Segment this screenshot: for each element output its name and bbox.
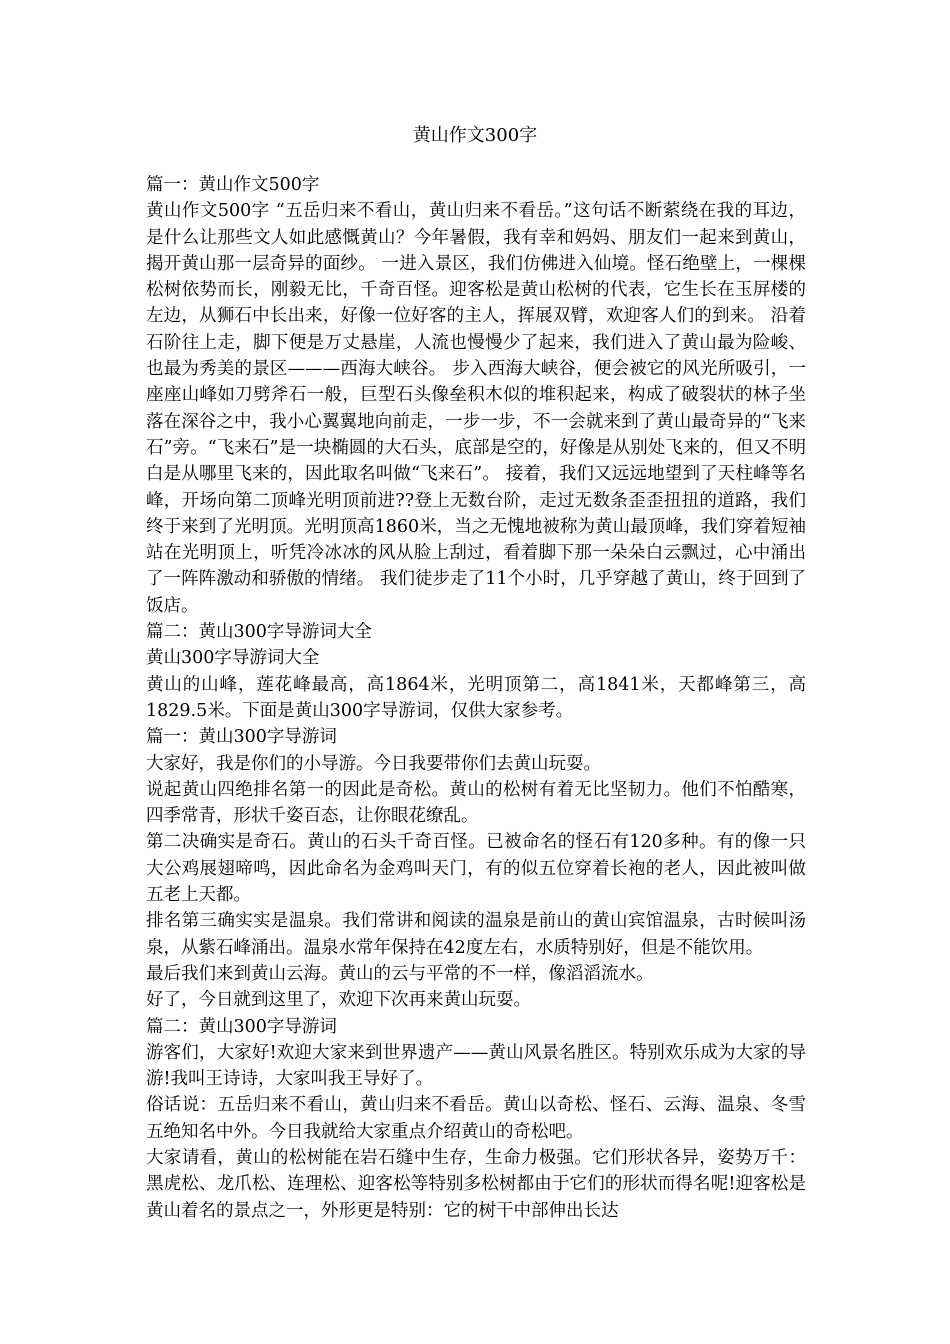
paragraph: 说起黄山四绝排名第一的因此是奇松。黄山的松树有着无比坚韧力。他们不怕酷寒，四季常青，形状千姿百态，让你眼花缭乱。 bbox=[146, 779, 806, 827]
document-title: 黄山作文300字 bbox=[412, 125, 538, 146]
section-heading: 篇一：黄山作文500字 bbox=[146, 175, 320, 195]
paragraph: 好了，今日就到这里了，欢迎下次再来黄山玩耍。 bbox=[146, 990, 531, 1011]
paragraph: 黄山的山峰，莲花峰最高，高1864米，光明顶第二，高1841米，天都峰第三，高1829.5米。下面是黄山300字导游词，仅供大家参考。 bbox=[146, 674, 806, 721]
paragraph: 大家请看，黄山的松树能在岩石缝中生存，生命力极强。它们形状各异，姿势万千：黑虎松、龙爪松、连理松、迎客松等特别多松树都由于它们的形状而得名呢!迎客松是黄山着名的景点之一，外形更是特别：它的树干中部伸出长达 bbox=[146, 1147, 806, 1221]
paragraph: 排名第三确实实是温泉。我们常讲和阅读的温泉是前山的黄山宾馆温泉，古时候叫汤泉，从紫石峰涌出。温泉水常年保持在42度左右，水质特别好，但是不能饮用。 bbox=[146, 911, 806, 958]
paragraph: 黄山300字导游词大全 bbox=[146, 648, 320, 669]
document-body bbox=[146, 172, 806, 1224]
section-heading: 篇二：黄山300字导游词 bbox=[146, 1016, 337, 1037]
paragraph: 游客们，大家好!欢迎大家来到世界遗产——黄山风景名胜区。特别欢乐成为大家的导游!我叫王诗诗，大家叫我王导好了。 bbox=[146, 1042, 806, 1090]
paragraph: 最后我们来到黄山云海。黄山的云与平常的不一样，像滔滔流水。 bbox=[146, 963, 654, 984]
paragraph: 第二决确实是奇石。黄山的石头千奇百怪。已被命名的怪石有120多种。有的像一只大公鸡展翅啼鸣，因此命名为金鸡叫天门，有的似五位穿着长袍的老人，因此被叫做五老上天都。 bbox=[146, 832, 806, 906]
section-heading: 篇一：黄山300字导游词 bbox=[146, 727, 337, 748]
paragraph: 俗话说：五岳归来不看山，黄山归来不看岳。黄山以奇松、怪石、云海、温泉、冬雪五绝知名中外。今日我就给大家重点介绍黄山的奇松吧。 bbox=[146, 1095, 806, 1142]
section-heading: 篇二：黄山300字导游词大全 bbox=[146, 622, 372, 643]
paragraph: 大家好，我是你们的小导游。今日我要带你们去黄山玩耍。 bbox=[146, 753, 601, 774]
paragraph: 黄山作文500字 “五岳归来不看山，黄山归来不看岳。”这句话不断萦绕在我的耳边，是什么让那些文人如此感慨黄山？今年暑假，我有幸和妈妈、朋友们一起来到黄山，揭开黄山那一层奇异的面纱。 一进入景区，我们仿佛进入仙境。怪石绝壁上，一棵棵松树依势而长，刚毅无比，千奇百怪。迎客松是黄山松树的代表，它生长在玉屏楼的左边，从狮石中长出来，好像一位好客的主人，挥展双臂，欢迎客人们的到来。 沿着石阶往上走，脚下便是万丈悬崖，人流也慢慢少了起来，我们进入了黄山最为险峻、也最为秀美的景区———西海大峡谷。 步入西海大峡谷，便会被它的风光所吸引，一座座山峰如刀劈斧石一般，巨型石头像垒积木似的堆积起来，构成了破裂状的林子坐落在深谷之中，我小心翼翼地向前走，一步一步，不一会就来到了黄山最奇异的“飞来石”旁。“飞来石”是一块椭圆的大石头，底部是空的，好像是从别处飞来的，但又不明白是从哪里飞来的，因此取名叫做“飞来石”。 接着，我们又远远地望到了天柱峰等名峰，开场向第二顶峰光明顶前进??登上无数台阶，走过无数条歪歪扭扭的道路，我们终于来到了光明顶。光明顶高1860米，当之无愧地被称为黄山最顶峰，我们穿着短袖站在光明顶上，听凭冷冰冰的风从脸上刮过，看着脚下那一朵朵白云飘过，心中涌出了一阵阵激动和骄傲的情绪。 我们徒步走了11个小时，几乎穿越了黄山，终于回到了饭店。 bbox=[146, 201, 806, 616]
